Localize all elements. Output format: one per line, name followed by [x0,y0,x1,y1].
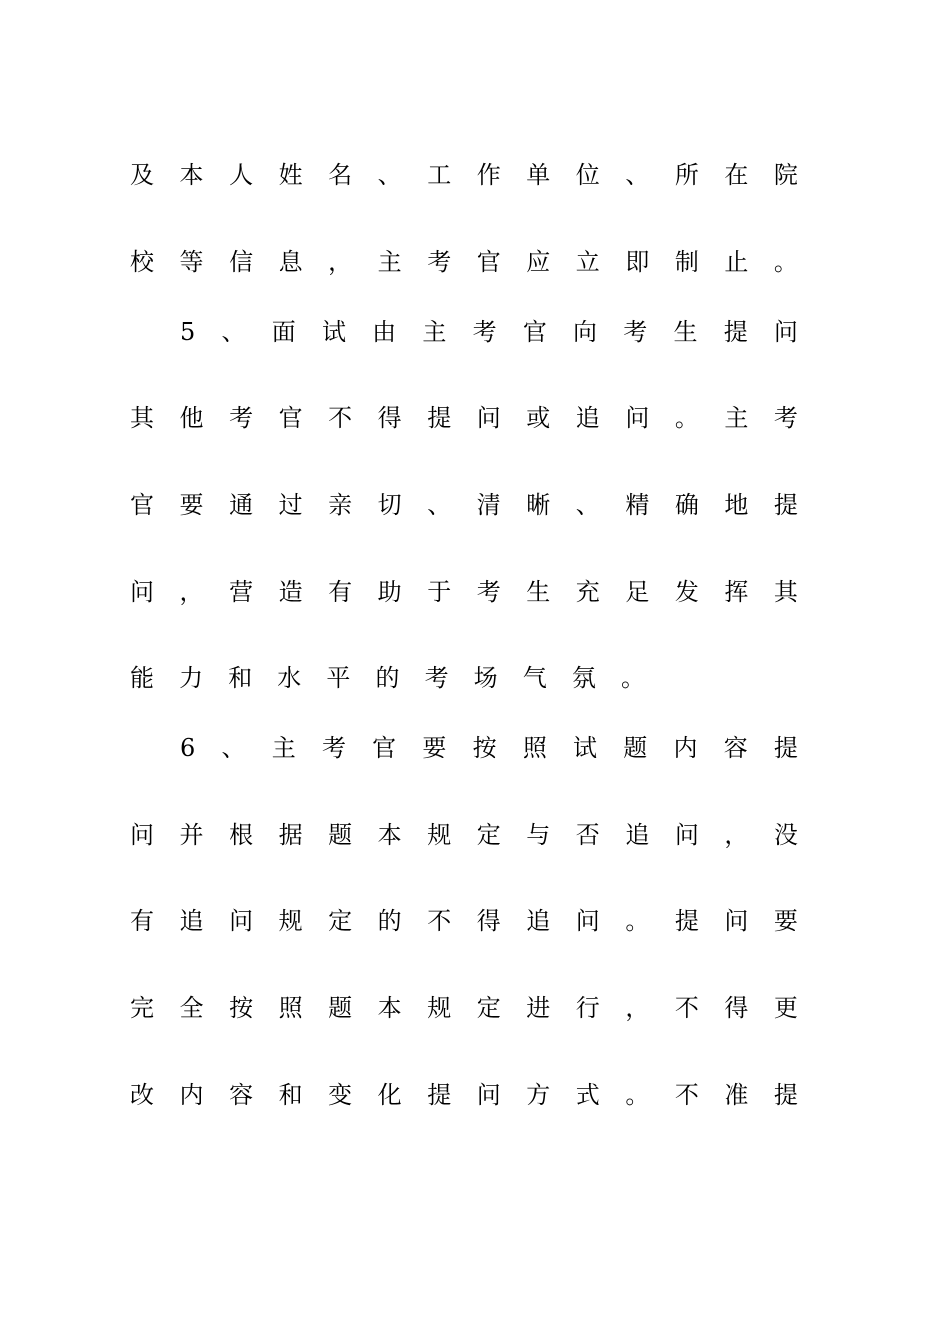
line-text: 能 力 和 水 平 的 考 场 气 氛 。 [130,664,645,692]
line-text: 及 本 人 姓 名 、 工 作 单 位 、 所 在 院 [130,161,798,189]
line-text: 问 并 根 据 题 本 规 定 与 否 追 问 ， 没 [130,821,798,849]
line-text: 改 内 容 和 变 化 提 问 方 式 。 不 准 提 [130,1081,798,1109]
line-text: 完 全 按 照 题 本 规 定 进 行 ， 不 得 更 [130,994,798,1022]
line-text: 6 、 主 考 官 要 按 照 试 题 内 容 提 [180,734,798,762]
text-line [130,242,798,282]
line-text: 其 他 考 官 不 得 提 问 或 追 问 。 主 考 [130,404,798,432]
text-line [180,312,798,352]
text-line [130,815,798,855]
text-line [130,572,798,612]
line-text: 问 ， 营 造 有 助 于 考 生 充 足 发 挥 其 [130,578,798,606]
text-line [180,728,798,768]
text-line [130,658,645,698]
text-line [130,901,798,941]
line-text: 5 、 面 试 由 主 考 官 向 考 生 提 问 [180,318,798,346]
line-text: 校 等 信 息 ， 主 考 官 应 立 即 制 止 。 [130,248,798,276]
text-line [130,485,798,525]
text-line [130,155,798,195]
text-line [130,988,798,1028]
line-text: 有 追 问 规 定 的 不 得 追 问 。 提 问 要 [130,907,798,935]
text-line [130,1075,798,1115]
line-text: 官 要 通 过 亲 切 、 清 晰 、 精 确 地 提 [130,491,798,519]
text-line [130,398,798,438]
